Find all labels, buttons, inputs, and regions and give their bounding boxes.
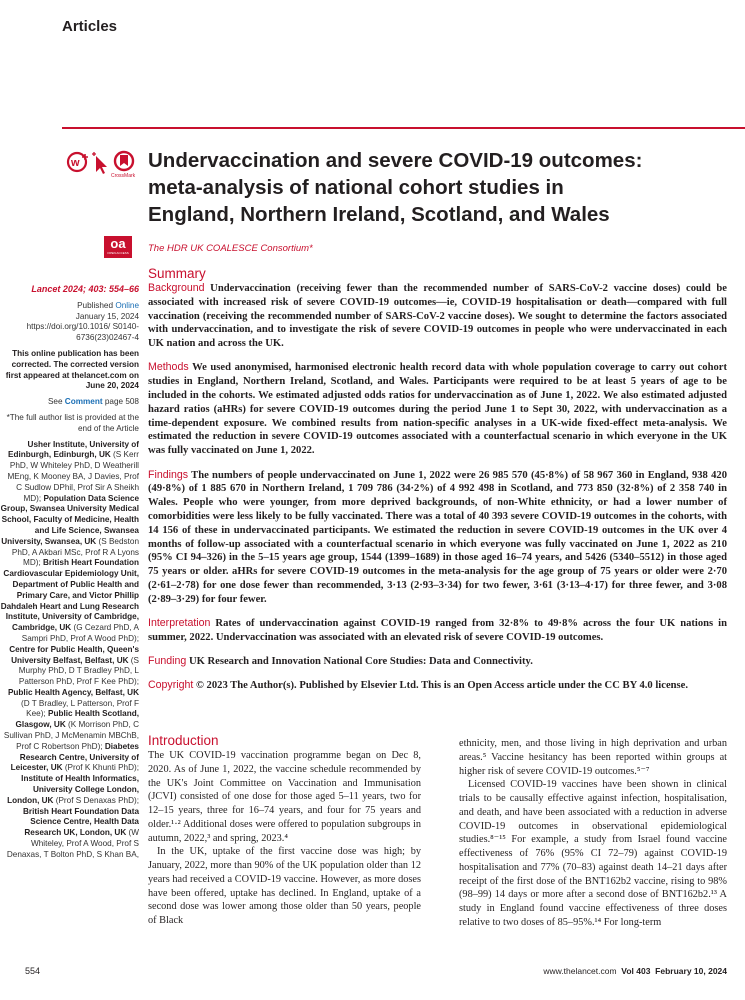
affiliation-institution: Usher Institute, University of Edinburgh, Edinburgh, UK <box>7 439 139 460</box>
section-label: Interpretation <box>148 617 211 630</box>
see-comment <box>0 397 139 408</box>
svg-text:w: w <box>71 157 80 169</box>
affiliation-people: (K Morrison PhD, C Sullivan PhD, J McMenamin MBChB, Prof C Robertson PhD); <box>3 720 139 751</box>
section-label: Methods <box>148 361 189 374</box>
correction-note: This online publication has been corrected. The corrected version first appeared at thelancet.com on June 20, 2024 <box>5 348 139 391</box>
section-label: Findings <box>148 468 189 481</box>
section-label: Background <box>148 282 205 294</box>
doi-link[interactable]: https://doi.org/10.1016/ S0140-6736(23)02467-4 <box>26 322 139 343</box>
comment-link[interactable]: Comment <box>64 397 103 407</box>
affiliation-institution: Institute of Health Informatics, University College London, London, UK <box>7 774 139 805</box>
crossmark-label: CrossMark <box>111 173 136 179</box>
cursor-icon <box>92 152 107 174</box>
affiliation-institution: British Heart Foundation Cardiovascular Epidemiology Unit, Department of Public Health and Primary Care, and Victor Phillip Dahdaleh Heart and Lung Research Institute, University of Cambridge, Cambridge, UK <box>0 558 139 633</box>
affiliation-institution: Centre for Public Health, Queen's University Belfast, Belfast, UK <box>9 644 139 665</box>
see-suffix: page 508 <box>102 397 139 407</box>
article-tools <box>66 150 146 190</box>
volume: Vol 403 <box>621 966 651 976</box>
summary-funding <box>148 655 727 669</box>
published-date: January 15, 2024 <box>75 311 139 321</box>
affiliation-people: (S Kerr PhD, W Whiteley PhD, D Weatherill MEng, K Mooney BA, J Davies, Prof C Sudlow DPhil, Prof Sir A Sheikh MD); <box>7 450 139 503</box>
crossmark-icon[interactable] <box>115 152 133 170</box>
page-number: 554 <box>25 966 41 976</box>
section-text: UK Research and Innovation National Core Studies: Data and Connectivity. <box>186 656 533 668</box>
summary-section <box>148 266 727 704</box>
section-text: Undervaccination (receiving fewer than the recommended number of SARS-CoV-2 vaccine doses) could be associated with increased risk of severe COVID-19 outcomes—ie, COVID-19 hospitalisation or death—compared with full vaccination (receiving the recommended number of SARS-CoV-2 vaccine doses). We sought to determine the factors associated with undervaccination, and to investigate the risk of severe COVID-19 outcomes in people who were undervaccinated in each UK nation and across the UK. <box>148 283 727 350</box>
article-title: Undervaccination and severe COVID-19 outcomes: meta-analysis of national cohort studies in England, Northern Ireland, Scotland, and Wales <box>148 149 643 226</box>
summary-interpretation <box>148 617 727 645</box>
summary-background <box>148 282 727 351</box>
issue-date: February 10, 2024 <box>655 966 727 976</box>
affiliation-people: (W Whiteley, Prof A Wood, Prof S Denaxas, T Bolton PhD, S Khan BA, <box>6 828 139 859</box>
summary-heading: Summary <box>148 266 206 281</box>
section-text: Rates of undervaccination against COVID-19 ranged from 32·8% to 49·8% across the four UK nations in summer, 2022. Undervaccination was associated with an elevated risk of severe COVID-19 outcomes. <box>148 618 727 643</box>
summary-findings <box>148 469 727 607</box>
affiliation-institution: Public Health Scotland, Glasgow, UK <box>15 709 139 730</box>
header-divider <box>62 127 745 129</box>
footer-info <box>543 966 727 976</box>
published-online: Online <box>115 300 139 310</box>
affiliation-people: (G Cezard PhD, A Sampri PhD, Prof A Wood PhD); <box>21 623 139 643</box>
affiliation-people: (S Murphy PhD, D T Bradley PhD, L Patterson PhD, Prof F Kee PhD); <box>18 655 139 687</box>
sidebar <box>0 284 139 866</box>
publication-info <box>0 301 139 344</box>
journal-site[interactable]: www.thelancet.com <box>543 966 617 976</box>
affiliation-institution: Public Health Agency, Belfast, UK <box>7 687 139 697</box>
section-text: © 2023 The Author(s). Published by Elsevier Ltd. This is an Open Access article under the CC BY 4.0 license. <box>193 680 689 692</box>
summary-methods <box>148 361 727 458</box>
oa-logo-subtext: OPEN ACCESS <box>107 251 129 255</box>
body-column-right <box>459 737 727 930</box>
introduction-heading: Introduction <box>148 733 219 748</box>
affiliation-institution: Diabetes Research Centre, University of Leicester, UK <box>10 741 139 773</box>
published-prefix: Published <box>77 300 116 310</box>
citation: Lancet 2024; 403: 554–66 <box>31 284 139 294</box>
paragraph: The UK COVID-19 vaccination programme began on Dec 8, 2020. As of June 1, 2022, the vaccine schedule recommended by the UK's Joint Committee on Vaccination and Immunisation (JCVI) consisted of one dose for those aged 5–11 years, two for 12–15 years, three for 16–74 years, and four for 75 years and older.¹·² Additional doses were offered to population subgroups in autumn, 2022,³ and spring, 2023.⁴ <box>148 750 421 844</box>
affiliation-institution: Population Data Science Group, Swansea University Medical School, Faculty of Medicine, Health and Life Science, Swansea University, Swansea, UK <box>0 493 139 546</box>
web-extra-icon[interactable] <box>68 153 88 171</box>
paragraph: Licensed COVID-19 vaccines have been shown in clinical trials to be causally effective against infection, hospitalisation, and death, and have been associated with a reduction in adverse COVID-19 outcomes in observational epidemiological studies.⁸⁻¹⁵ For example, a study from Israel found vaccine effectiveness of 76% (95% CI 72–79) against COVID-19 hospitalisation and 77% (70–83) against death 14–21 days after receipt of the first dose of the BNT162b2 vaccine, rising to 98% (98–99) 14 days or more after a second dose of BNT162b2.¹³ A study in England found vaccine effectiveness of three doses relative to two doses of 85–95%.¹⁴ For long-term <box>459 779 727 928</box>
section-label: Copyright <box>148 679 194 692</box>
author-list-note: *The full author list is provided at the end of the Article <box>6 412 139 433</box>
section-text: The numbers of people undervaccinated on June 1, 2022 were 26 985 570 (45·8%) of 58 967 360 in England, 938 420 (49·8%) of 1 885 670 in Northern Ireland, 1 709 786 (34·2%) of 4 992 498 in Scotland, and 773 850 (32·8%) of 2 358 740 in Wales. People who were younger, from more deprived backgrounds, of non-White ethnicity, or had a lower number of comorbidities were less likely to be fully vaccinated. There was a total of 40 393 severe COVID-19 outcomes in the cohorts, with 14 156 of these in undervaccinated participants. We estimated the reduction in severe COVID-19 outcomes in the UK over 4 months of follow-up associated with a counterfactual scenario in which everyone was fully vaccinated on June 1, 2022 as 210 (95% CI 94–326) in the 5–15 years age group, 1544 (1399–1689) in those aged 16–74 years, and 5426 (5340–5512) in those aged 75 years or older. aHRs for severe COVID-19 outcomes in the meta-analysis for the age group of 75 years or older were 2·70 (2·61–2·78) for one dose fewer than recommended, 3·13 (2·93–3·34) for two fewer, 3·61 (3·13–4·17) for three fewer, and 3·08 (2·89–3·29) for four fewer. <box>148 469 727 605</box>
section-text: We used anonymised, harmonised electronic health record data with whole population coverage to carry out cohort studies in England, Northern Ireland, Scotland, and Wales. Participants were required to be at least 5 years of age to be included in the cohorts. We estimated adjusted odds ratios for undervaccination as of June 1, 2022. We also estimated adjusted hazard ratios (aHRs) for severe COVID-19 outcomes during the period June 1 to Sept 30, 2022, with undervaccination as a time-dependent exposure. We combined results from nation-specific analyses in a UK-wide fixed-effect meta-analysis. We estimated the reduction in severe COVID-19 outcomes associated with a counterfactual scenario in which everyone in the UK was fully vaccinated on June 1, 2022. <box>148 362 727 457</box>
body-column-left <box>148 749 421 928</box>
summary-copyright <box>148 679 727 693</box>
affiliation-institution: British Heart Foundation Data Science Centre, Health Data Research UK, London, UK <box>23 806 139 838</box>
affiliation-people: (D T Bradley, L Patterson, Prof F Kee); <box>20 698 139 719</box>
author-line[interactable]: The HDR UK COALESCE Consortium* <box>148 243 313 254</box>
section-label: Articles <box>62 18 118 35</box>
affiliation-people: (Prof K Khunti PhD); <box>62 763 139 773</box>
section-label: Funding <box>148 655 187 668</box>
oa-logo-text: oa <box>110 236 126 251</box>
affiliation-people: (Prof S Denaxas PhD); <box>53 795 139 805</box>
see-prefix: See <box>47 397 65 407</box>
affiliation-people: (S Bedston PhD, A Akbari MSc, Prof R A Lyons MD); <box>11 536 139 568</box>
paragraph: In the UK, uptake of the first vaccine dose was high; by January, 2022, more than 90% of the UK population older than 12 years had received a COVID-19 vaccine. However, as more doses have been offered, uptake has declined. In England, uptake of a second dose was lower among those older than 50 years, people of Black <box>148 846 421 926</box>
open-access-logo <box>104 236 132 258</box>
paragraph: ethnicity, men, and those living in high deprivation and urban areas.⁵ Vaccine hesitancy has been reported within groups at higher risk of severe COVID-19 outcomes.⁵⁻⁷ <box>459 738 727 777</box>
affiliations <box>0 440 139 861</box>
